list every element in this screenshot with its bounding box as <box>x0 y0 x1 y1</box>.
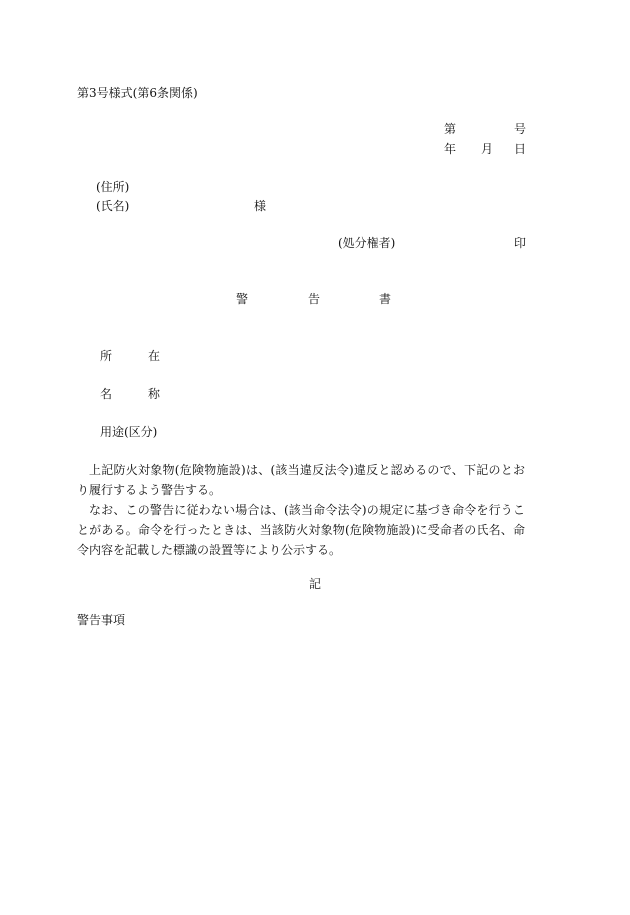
ki-heading: 記 <box>309 577 322 591</box>
body-paragraph-2: なお、この警告に従わない場合は、(該当命令法令)の規定に基づき命令を行うことがある。命令を行ったときは、当該防火対象物(危険物施設)に受命者の氏名、命令内容を記載した標識の設置等により公示する。 <box>77 503 525 557</box>
location-char-2: 在 <box>148 349 161 363</box>
usage-label: 用途(区分) <box>100 425 158 439</box>
body-text <box>77 460 525 560</box>
name-label: (氏名) <box>96 199 130 213</box>
title-char-2: 告 <box>308 292 321 306</box>
form-label: 第3号様式(第6条関係) <box>77 86 198 100</box>
seal-mark: 印 <box>514 236 527 250</box>
name-char-2: 称 <box>148 387 161 401</box>
title-char-1: 警 <box>236 292 249 306</box>
date-day: 日 <box>514 142 527 156</box>
location-char-1: 所 <box>100 349 113 363</box>
date-month: 月 <box>481 142 494 156</box>
warning-items-label: 警告事項 <box>77 613 126 627</box>
name-char-1: 名 <box>100 387 113 401</box>
title-char-3: 書 <box>379 292 392 306</box>
honorific-sama: 様 <box>254 199 267 213</box>
number-dai: 第 <box>444 122 457 136</box>
date-year: 年 <box>444 142 457 156</box>
number-go: 号 <box>514 122 527 136</box>
body-paragraph-1: 上記防火対象物(危険物施設)は、(該当違反法令)違反と認めるので、下記のとおり履行するよう警告する。 <box>77 463 525 497</box>
issuer-label: (処分権者) <box>338 236 396 250</box>
address-label: (住所) <box>96 180 130 194</box>
